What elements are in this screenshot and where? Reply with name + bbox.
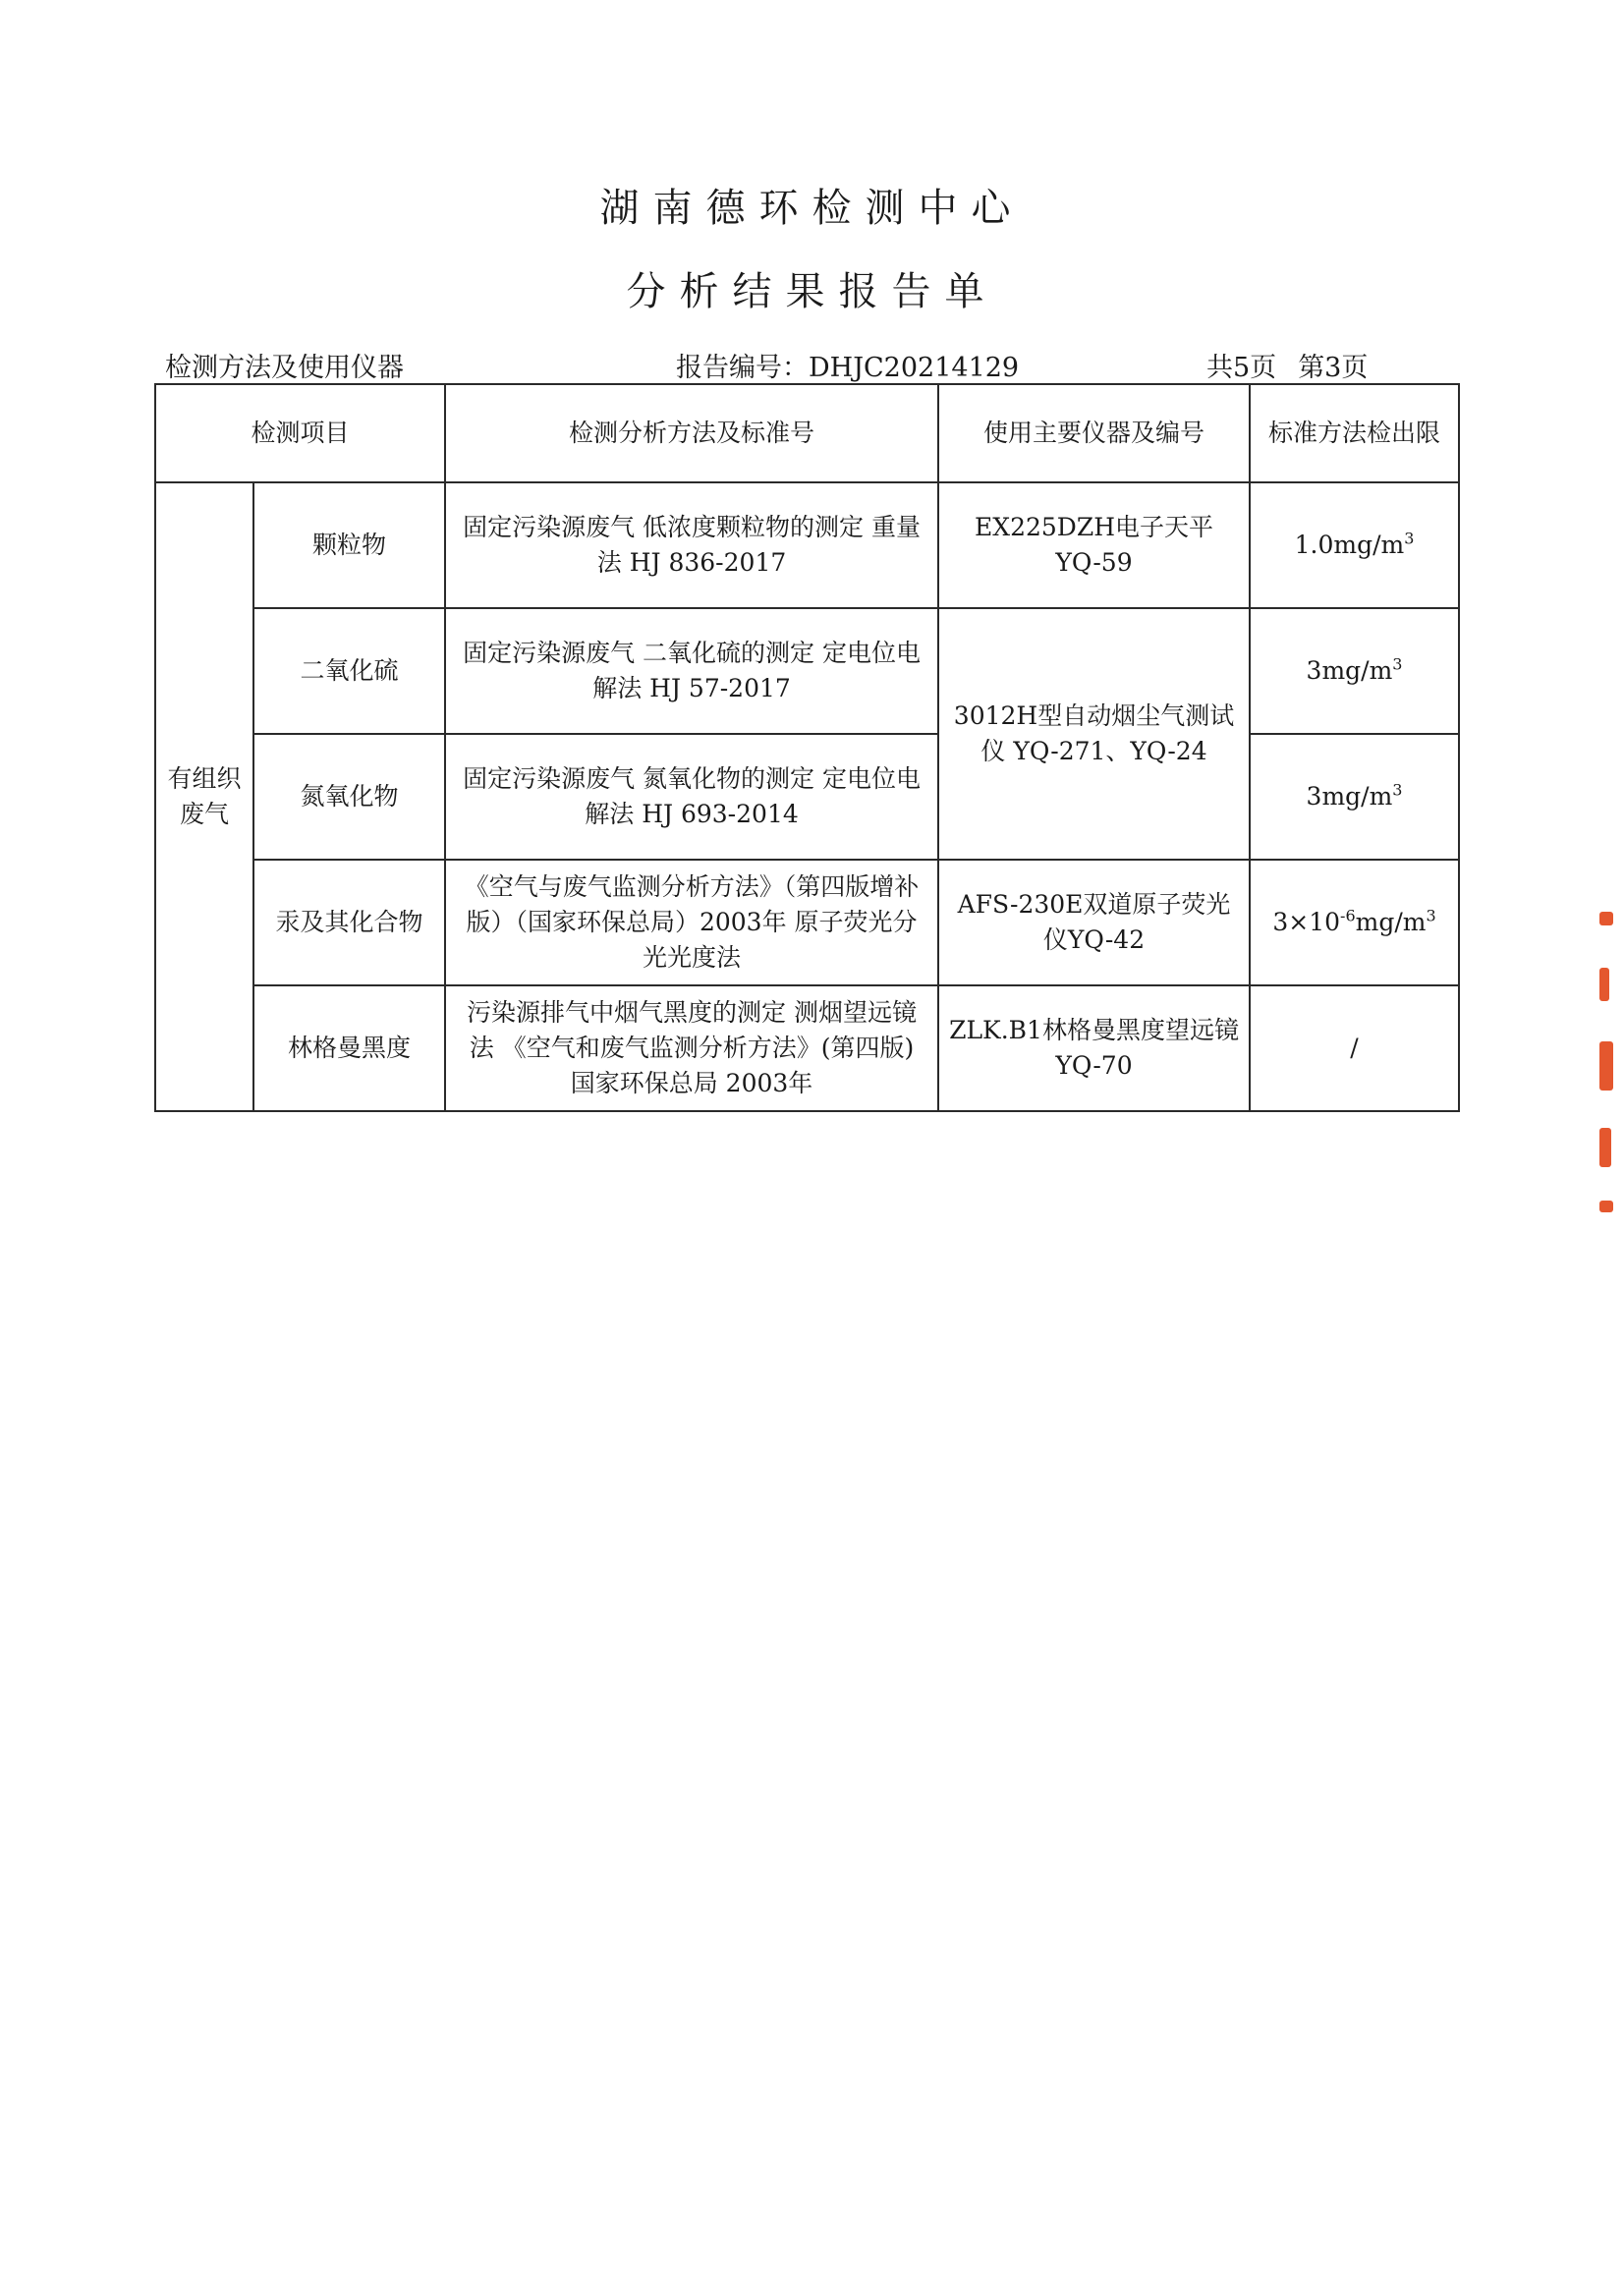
limit-cell: $3mg/m^3$ [1250,608,1459,734]
table-header-row [155,384,1459,482]
header-cell: 使用主要仪器及编号 [938,384,1250,482]
method-cell: 固定污染源废气 低浓度颗粒物的测定 重量法 HJ 836-2017 [445,482,938,608]
header-cell: 检测项目 [155,384,445,482]
limit-cell: $3\times 10^{-6}mg/m^3$ [1250,860,1459,985]
table-row [155,985,1459,1111]
table-row [155,734,1459,860]
total-pages: 共5页 [1206,353,1277,383]
seal-stamp-mark [1599,912,1613,925]
limit-cell: $3mg/m^3$ [1250,734,1459,860]
item-cell: 颗粒物 [253,482,445,608]
seal-stamp-mark [1599,1041,1613,1091]
seal-stamp-mark [1599,1201,1613,1212]
header-cell: 标准方法检出限 [1250,384,1459,482]
instrument-cell: ZLK.B1林格曼黑度望远镜YQ-70 [938,985,1250,1111]
limit-cell: $1.0mg/m^3$ [1250,482,1459,608]
method-cell: 《空气与废气监测分析方法》（第四版增补版）（国家环保总局）2003年 原子荧光分光光度法 [445,860,938,985]
instrument-cell: AFS-230E双道原子荧光仪YQ-42 [938,860,1250,985]
limit-cell: / [1250,985,1459,1111]
table-row [155,482,1459,608]
method-cell: 固定污染源废气 氮氧化物的测定 定电位电解法 HJ 693-2014 [445,734,938,860]
results-table [154,383,1460,1112]
section-label: 检测方法及使用仪器 [165,353,404,383]
item-cell: 汞及其化合物 [253,860,445,985]
header-cell: 检测分析方法及标准号 [445,384,938,482]
instrument-cell: 3012H型自动烟尘气测试仪 YQ-271、YQ-24 [938,608,1250,860]
table-row [155,608,1459,734]
item-cell: 二氧化硫 [253,608,445,734]
instrument-cell: EX225DZH电子天平 YQ-59 [938,482,1250,608]
seal-stamp-mark [1599,968,1609,1001]
org-name: 湖南德环检测中心 [599,186,1025,231]
page-info [1206,346,1368,384]
item-cell: 氮氧化物 [253,734,445,860]
table-row [155,860,1459,985]
seal-stamp-mark [1599,1128,1611,1167]
page-number: 第3页 [1298,353,1369,383]
method-cell: 污染源排气中烟气黑度的测定 测烟望远镜法 《空气和废气监测分析方法》(第四版) 国家环保总局 2003年 [445,985,938,1111]
category-cell: 有组织 废气 [155,482,253,1111]
report-number: 报告编号：DHJC20214129 [676,353,1020,383]
method-cell: 固定污染源废气 二氧化硫的测定 定电位电解法 HJ 57-2017 [445,608,938,734]
item-cell: 林格曼黑度 [253,985,445,1111]
doc-title: 分析结果报告单 [626,269,998,314]
